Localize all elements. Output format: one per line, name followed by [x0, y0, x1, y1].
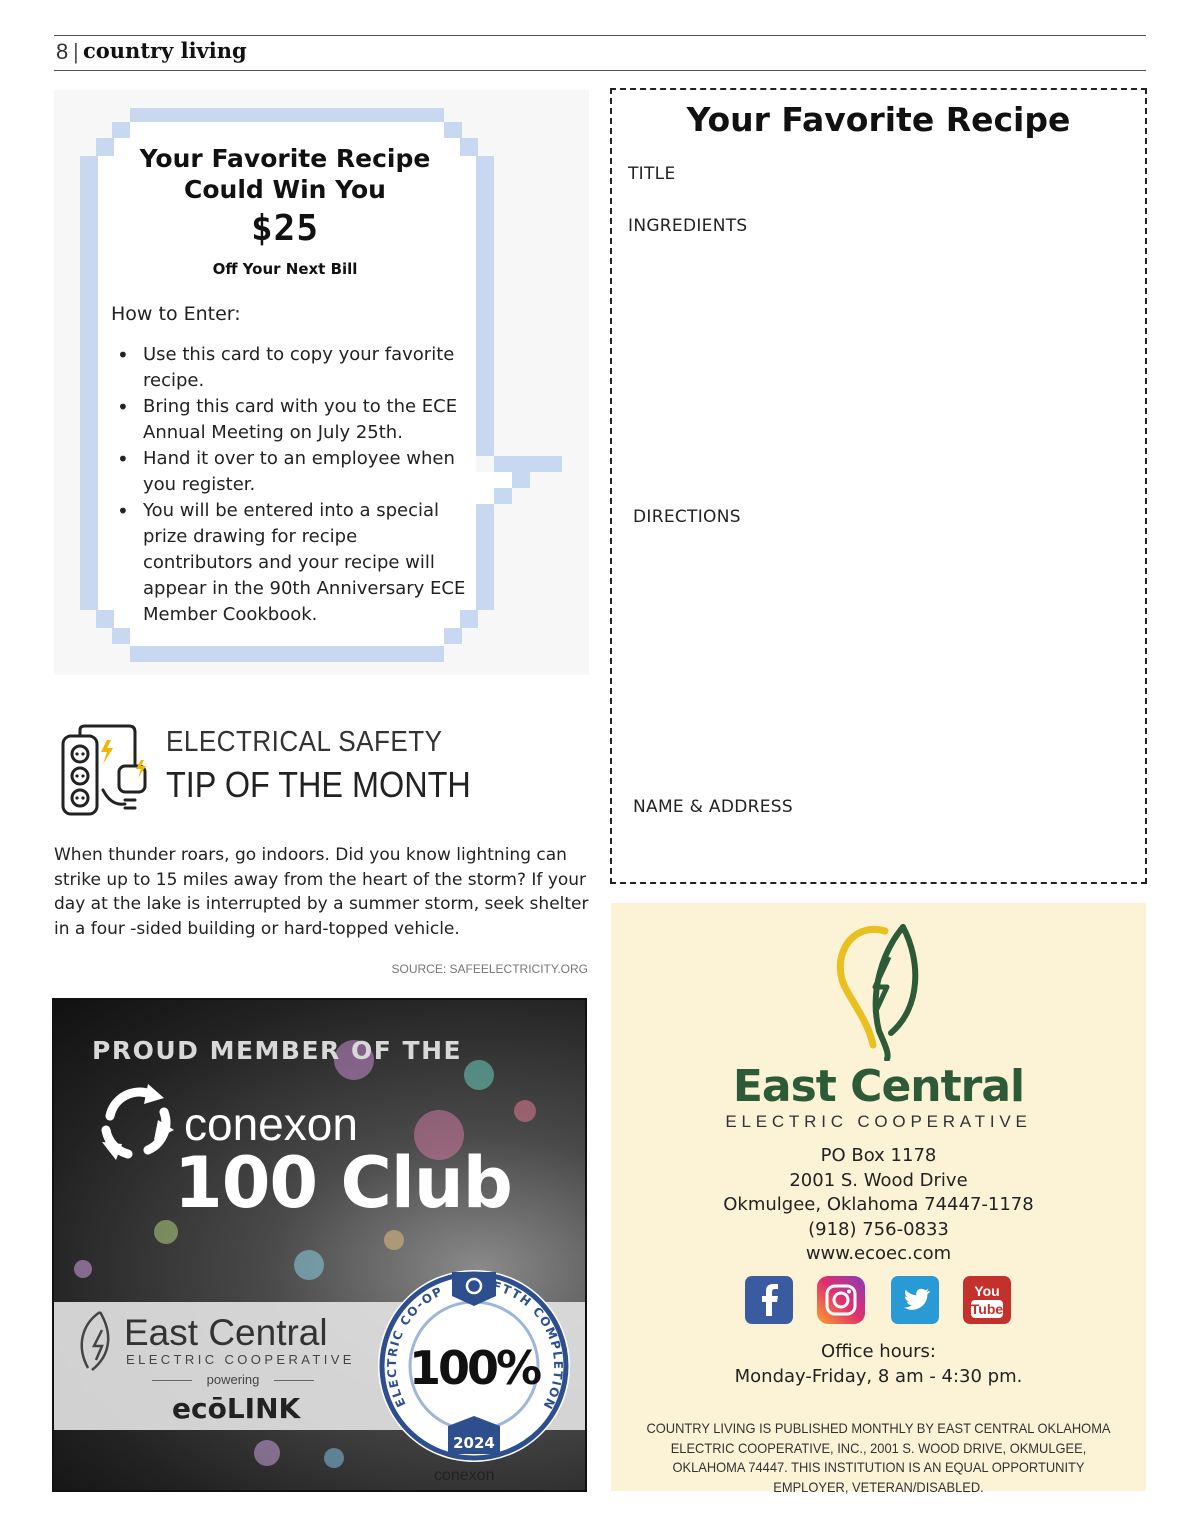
coop-name: East Central: [732, 1061, 1025, 1112]
how-to-enter-heading: How to Enter:: [111, 303, 241, 325]
list-item: • You will be entered into a special prize drawing for recipe contributors and your recipe will appear in the 90th Anniversary ECE Member Cookbook.: [111, 498, 466, 628]
bokeh-light: [254, 1440, 280, 1466]
prize-subtitle: Off Your Next Bill: [212, 260, 358, 278]
page-header: [54, 35, 1146, 71]
page-number: 8: [56, 39, 69, 64]
ad-powering: powering: [152, 1372, 314, 1387]
badge-left-text: ELECTRIC CO-OP: [384, 1283, 446, 1410]
form-label-name-address: NAME & ADDRESS: [633, 797, 793, 817]
address-city: Okmulgee, Oklahoma 74447-1178: [723, 1194, 1034, 1215]
form-label-title: TITLE: [628, 164, 676, 184]
bokeh-light: [514, 1100, 536, 1122]
contest-title-line1: Your Favorite Recipe: [139, 144, 431, 173]
office-hours-value: Monday-Friday, 8 am - 4:30 pm.: [734, 1366, 1023, 1387]
bokeh-light: [294, 1250, 324, 1280]
ad-coop-name: East Central: [124, 1312, 328, 1353]
coop-subtitle: ELECTRIC COOPERATIVE: [725, 1112, 1032, 1131]
twitter-icon[interactable]: [891, 1276, 939, 1324]
safety-tip-source: SOURCE: SAFEELECTRICITY.ORG: [391, 962, 588, 976]
safety-tip-subheading: TIP OF THE MONTH: [166, 764, 471, 805]
ftth-completion-badge: [374, 1266, 574, 1466]
ad-proud-member: PROUD MEMBER OF THE: [92, 1036, 463, 1065]
safety-tip-heading: ELECTRICAL SAFETY: [166, 726, 443, 758]
recipe-form-title: Your Favorite Recipe: [686, 100, 1071, 139]
website-link[interactable]: www.ecoec.com: [805, 1243, 952, 1264]
office-hours-label: Office hours:: [821, 1341, 936, 1362]
social-links: [745, 1276, 1015, 1324]
address-street: 2001 S. Wood Drive: [789, 1169, 968, 1191]
form-label-ingredients: INGREDIENTS: [628, 216, 748, 236]
conexon-100-club-ad: [52, 998, 587, 1492]
badge-year: 2024: [453, 1434, 495, 1452]
list-item: • Hand it over to an employee when you register.: [111, 446, 466, 498]
youtube-icon-text-tube: Tube: [970, 1301, 1004, 1317]
prize-amount: $25: [250, 208, 320, 249]
ad-100-club: 100 Club: [174, 1142, 512, 1224]
bokeh-light: [324, 1448, 344, 1468]
header-separator: |: [73, 39, 79, 64]
phone-number: (918) 756-0833: [808, 1218, 949, 1240]
facebook-icon[interactable]: [745, 1276, 793, 1324]
entry-steps: [111, 342, 466, 628]
list-item: • Bring this card with you to the ECE Annual Meeting on July 25th.: [111, 394, 466, 446]
form-label-directions: DIRECTIONS: [633, 507, 741, 527]
badge-right-text: FTTH COMPLETION: [491, 1278, 566, 1413]
ad-coop-subtitle: ELECTRIC COOPERATIVE: [126, 1352, 355, 1367]
address-po-box: PO Box 1178: [820, 1145, 937, 1166]
bokeh-light: [464, 1060, 494, 1090]
instagram-icon[interactable]: [817, 1276, 865, 1324]
safety-tip-body: When thunder roars, go indoors. Did you know lightning can strike up to 15 miles away from the heart of the storm? If your day at the lake is interrupted by a summer storm, seek shelter in a four -sided building or hard-topped vehicle.: [54, 845, 589, 939]
youtube-icon[interactable]: [963, 1276, 1011, 1324]
youtube-icon-text-you: You: [974, 1283, 1000, 1299]
contest-title: [130, 143, 440, 205]
badge-percent: 100%: [408, 1341, 540, 1395]
bokeh-light: [384, 1230, 404, 1250]
east-central-leaf-logo: [829, 921, 929, 1061]
leaf-bolt-icon: [72, 1310, 126, 1374]
ad-conexon-brand: conexon: [184, 1098, 358, 1150]
coop-address: [611, 1144, 1146, 1267]
power-strip-icon: [59, 724, 153, 818]
publication-title: country living: [83, 38, 247, 63]
badge-brand: conexon: [434, 1467, 495, 1484]
recipe-form: [610, 88, 1147, 884]
office-hours: [611, 1339, 1146, 1389]
publication-notice: COUNTRY LIVING IS PUBLISHED MONTHLY BY EAST CENTRAL OKLAHOMA ELECTRIC COOPERATIVE, INC., 2001 S. WOOD DRIVE, OKMULGEE, OKLAHOMA 74447. THIS INSTITUTION IS AN EQUAL OPPORTUNITY EMPLOYER, VETERAN/DISABLED.: [646, 1420, 1111, 1495]
ad-ecolink-logo: ecōLINK: [172, 1392, 301, 1425]
bokeh-light: [74, 1260, 92, 1278]
contest-title-line2: Could Win You: [184, 175, 386, 204]
conexon-logo-icon: [92, 1078, 182, 1168]
recipe-contest-card: [54, 90, 589, 675]
contact-panel: [611, 903, 1146, 1495]
list-item: • Use this card to copy your favorite recipe.: [111, 342, 466, 394]
